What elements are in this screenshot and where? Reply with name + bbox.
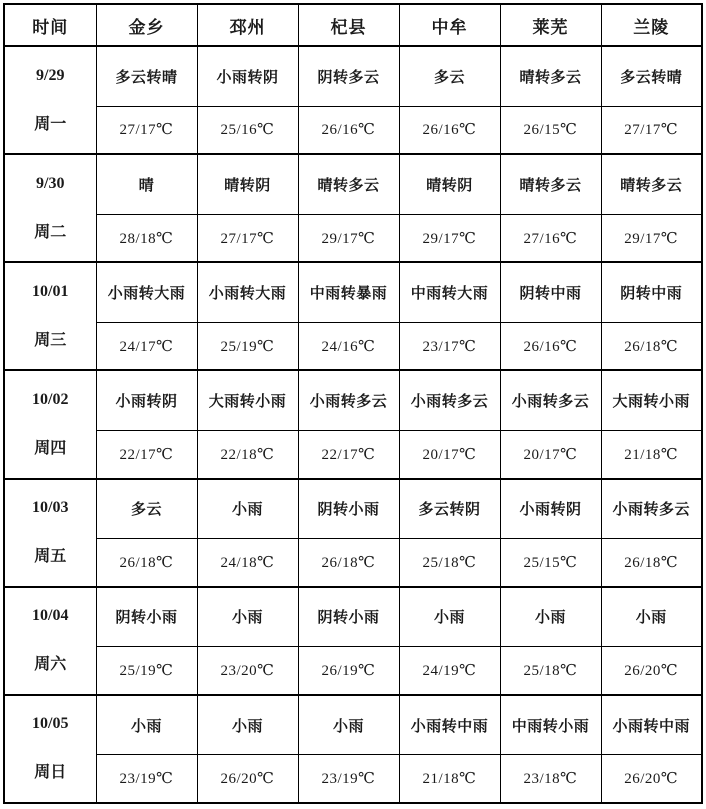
weather-cell: 大雨转小雨: [601, 370, 702, 430]
weekday-label: 周日: [34, 764, 67, 782]
weather-cell: 小雨转多云: [500, 370, 601, 430]
temperature-row: [4, 214, 702, 262]
temp-cell: 22/18℃: [197, 431, 298, 479]
weather-cell: 小雨转阴: [197, 46, 298, 106]
date-label: 10/03: [32, 499, 69, 517]
temp-cell: 24/19℃: [399, 647, 500, 695]
weather-cell: 小雨转多云: [601, 479, 702, 539]
date-label: 10/01: [32, 282, 69, 300]
weather-cell: 晴转多云: [500, 46, 601, 106]
weather-cell: 阴转中雨: [601, 262, 702, 322]
weather-cell: 晴转多云: [500, 154, 601, 214]
weather-row: [4, 479, 702, 539]
date-cell: [4, 154, 96, 262]
weather-cell: 小雨: [601, 587, 702, 647]
temp-cell: 25/18℃: [399, 539, 500, 587]
temp-cell: 26/19℃: [298, 647, 399, 695]
col-header-time: 时间: [4, 4, 96, 46]
date-label: 10/02: [32, 390, 69, 408]
temp-cell: 27/17℃: [96, 106, 197, 154]
temp-cell: 26/18℃: [601, 322, 702, 370]
temp-cell: 26/20℃: [197, 755, 298, 803]
temp-cell: 27/17℃: [601, 106, 702, 154]
temp-cell: 25/19℃: [96, 647, 197, 695]
date-cell: [4, 262, 96, 370]
temp-cell: 26/16℃: [399, 106, 500, 154]
temperature-row: [4, 647, 702, 695]
weather-cell: 阴转小雨: [298, 479, 399, 539]
weather-row: [4, 695, 702, 755]
weekday-label: 周一: [34, 115, 67, 133]
weather-cell: 小雨转中雨: [601, 695, 702, 755]
weather-cell: 晴: [96, 154, 197, 214]
weather-row: [4, 46, 702, 106]
weather-cell: 晴转多云: [601, 154, 702, 214]
col-header-city-zhongmu: 中牟: [399, 4, 500, 46]
temp-cell: 25/18℃: [500, 647, 601, 695]
weather-cell: 中雨转暴雨: [298, 262, 399, 322]
date-cell: [4, 46, 96, 154]
weather-cell: 小雨: [298, 695, 399, 755]
temp-cell: 24/17℃: [96, 322, 197, 370]
date-cell: [4, 479, 96, 587]
temp-cell: 24/16℃: [298, 322, 399, 370]
temp-cell: 23/20℃: [197, 647, 298, 695]
date-label: 9/30: [36, 174, 65, 192]
date-cell: [4, 695, 96, 803]
weather-forecast-table: [3, 3, 703, 804]
weather-cell: 阴转多云: [298, 46, 399, 106]
temp-cell: 25/16℃: [197, 106, 298, 154]
weather-cell: 小雨: [399, 587, 500, 647]
weather-cell: 小雨转大雨: [96, 262, 197, 322]
col-header-city-qixian: 杞县: [298, 4, 399, 46]
temp-cell: 26/18℃: [601, 539, 702, 587]
date-cell: [4, 587, 96, 695]
col-header-city-jinxiang: 金乡: [96, 4, 197, 46]
temp-cell: 23/19℃: [298, 755, 399, 803]
weather-cell: 大雨转小雨: [197, 370, 298, 430]
weather-cell: 小雨转中雨: [399, 695, 500, 755]
weather-cell: 小雨转阴: [96, 370, 197, 430]
weather-row: [4, 154, 702, 214]
weather-cell: 阴转小雨: [96, 587, 197, 647]
weekday-label: 周六: [34, 656, 67, 674]
weather-cell: 晴转多云: [298, 154, 399, 214]
temp-cell: 28/18℃: [96, 214, 197, 262]
date-label: 10/04: [32, 607, 69, 625]
temp-cell: 26/15℃: [500, 106, 601, 154]
date-label: 10/05: [32, 715, 69, 733]
weather-cell: 小雨: [96, 695, 197, 755]
weather-cell: 多云: [399, 46, 500, 106]
col-header-city-pizhou: 邳州: [197, 4, 298, 46]
weather-cell: 阴转小雨: [298, 587, 399, 647]
temp-cell: 27/17℃: [197, 214, 298, 262]
temp-cell: 29/17℃: [601, 214, 702, 262]
weather-cell: 小雨: [197, 479, 298, 539]
temp-cell: 24/18℃: [197, 539, 298, 587]
weather-cell: 小雨: [197, 587, 298, 647]
date-label: 9/29: [36, 66, 65, 84]
weather-cell: 晴转阴: [197, 154, 298, 214]
temperature-row: [4, 755, 702, 803]
date-cell: [4, 370, 96, 478]
temp-cell: 22/17℃: [96, 431, 197, 479]
temperature-row: [4, 322, 702, 370]
temp-cell: 23/18℃: [500, 755, 601, 803]
temperature-row: [4, 431, 702, 479]
weather-cell: 多云转晴: [96, 46, 197, 106]
weather-cell: 多云转阴: [399, 479, 500, 539]
weekday-label: 周五: [34, 548, 67, 566]
temp-cell: 23/19℃: [96, 755, 197, 803]
weekday-label: 周四: [34, 439, 67, 457]
weather-row: [4, 370, 702, 430]
temp-cell: 21/18℃: [601, 431, 702, 479]
temperature-row: [4, 539, 702, 587]
weather-row: [4, 587, 702, 647]
temperature-row: [4, 106, 702, 154]
weather-cell: 阴转中雨: [500, 262, 601, 322]
temp-cell: 25/19℃: [197, 322, 298, 370]
temp-cell: 22/17℃: [298, 431, 399, 479]
col-header-city-laiwu: 莱芜: [500, 4, 601, 46]
temp-cell: 23/17℃: [399, 322, 500, 370]
temp-cell: 26/18℃: [298, 539, 399, 587]
temp-cell: 20/17℃: [399, 431, 500, 479]
temp-cell: 26/16℃: [298, 106, 399, 154]
temp-cell: 20/17℃: [500, 431, 601, 479]
temp-cell: 27/16℃: [500, 214, 601, 262]
header-row: [4, 4, 702, 46]
weather-cell: 小雨: [500, 587, 601, 647]
temp-cell: 29/17℃: [399, 214, 500, 262]
weather-cell: 多云转晴: [601, 46, 702, 106]
temp-cell: 26/20℃: [601, 647, 702, 695]
weather-cell: 中雨转小雨: [500, 695, 601, 755]
weather-row: [4, 262, 702, 322]
temp-cell: 26/20℃: [601, 755, 702, 803]
weather-cell: 中雨转大雨: [399, 262, 500, 322]
weather-cell: 小雨: [197, 695, 298, 755]
weather-cell: 小雨转多云: [399, 370, 500, 430]
temp-cell: 26/16℃: [500, 322, 601, 370]
temp-cell: 26/18℃: [96, 539, 197, 587]
weather-cell: 小雨转阴: [500, 479, 601, 539]
weather-cell: 小雨转大雨: [197, 262, 298, 322]
temp-cell: 21/18℃: [399, 755, 500, 803]
weekday-label: 周三: [34, 331, 67, 349]
col-header-city-lanling: 兰陵: [601, 4, 702, 46]
temp-cell: 29/17℃: [298, 214, 399, 262]
weekday-label: 周二: [34, 223, 67, 241]
weather-cell: 多云: [96, 479, 197, 539]
weather-cell: 晴转阴: [399, 154, 500, 214]
weather-cell: 小雨转多云: [298, 370, 399, 430]
temp-cell: 25/15℃: [500, 539, 601, 587]
